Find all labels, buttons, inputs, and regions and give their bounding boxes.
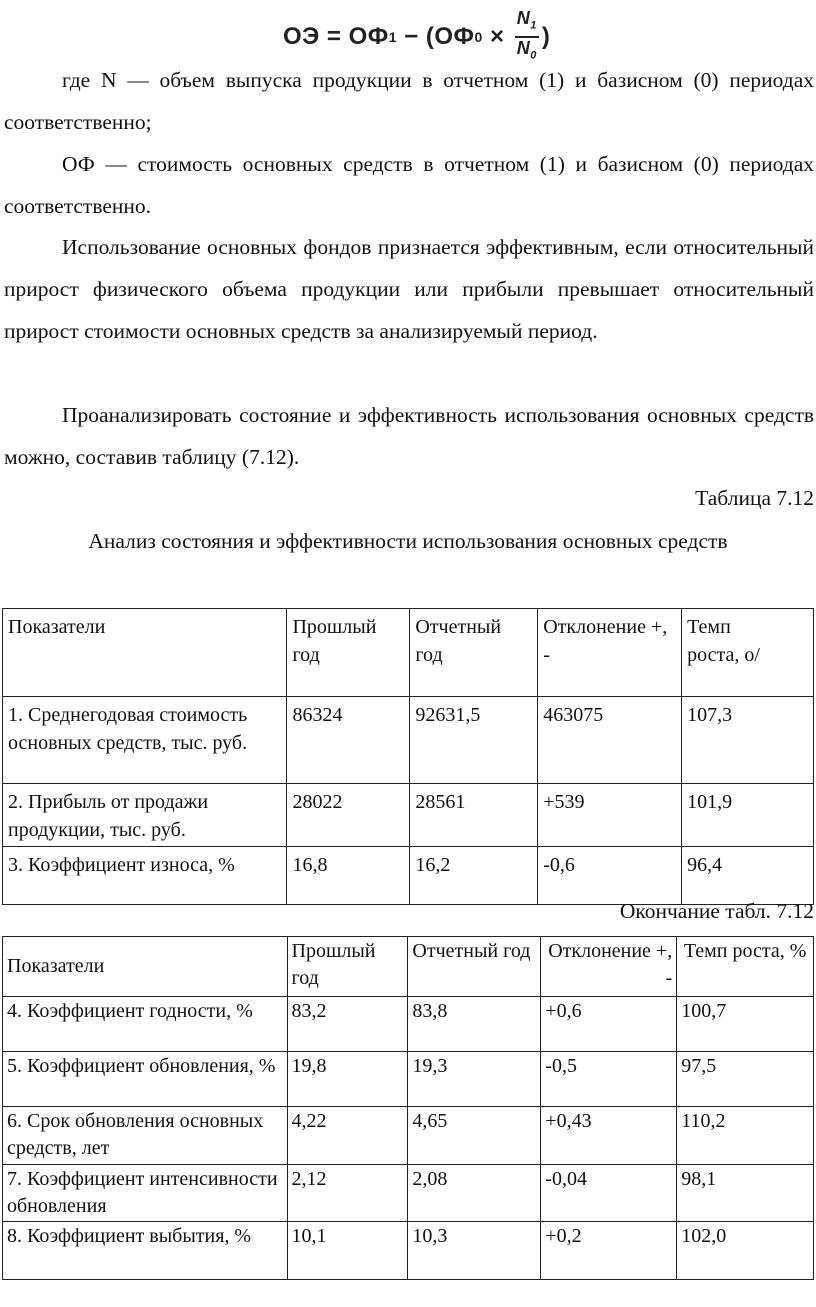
header-cell: Отчетный год [410, 609, 538, 697]
header-cell: Показатели [3, 937, 288, 997]
table-cell: 83,2 [287, 997, 408, 1052]
formula-fraction [515, 8, 539, 65]
table-cell: -0,04 [541, 1165, 677, 1222]
table-cell: 2,12 [287, 1165, 408, 1222]
analysis-table [2, 608, 814, 905]
formula-times: × [482, 22, 512, 50]
table-cell: 98,1 [677, 1165, 814, 1222]
table-cell: -0,6 [538, 847, 682, 905]
header-cell: Прошлый год [287, 937, 408, 997]
table-label: Таблица 7.12 [695, 486, 814, 510]
table-cell: +0,2 [541, 1222, 677, 1280]
table-title: Анализ состояния и эффективности использования основных средств [88, 529, 728, 553]
table-cell: 100,7 [677, 997, 814, 1052]
header-cell: Отклонение +, - [538, 609, 682, 697]
table-cell: 10,1 [287, 1222, 408, 1280]
numerator-sub: 1 [530, 19, 537, 32]
table-row [3, 1107, 814, 1165]
table-row [3, 1222, 814, 1280]
table-cell: 83,8 [408, 997, 541, 1052]
formula-lhs-sub: 1 [388, 28, 398, 45]
table-cell: 1. Среднегодовая стоимость основных средств, тыс. руб. [3, 697, 287, 784]
formula-close: ) [541, 22, 551, 50]
table-cell: 110,2 [677, 1107, 814, 1165]
header-cell: Прошлый год [287, 609, 410, 697]
table-row [3, 1165, 814, 1222]
paragraph-efficiency: Использование основных фондов признается эффективным, если относительный прирост физического объема продукции или прибыли превышает относительный прирост стоимости основных средств за анализируемый период. [4, 235, 814, 343]
continuation-table [2, 936, 814, 1280]
table-header-row [3, 937, 814, 997]
table-cell: 92631,5 [410, 697, 538, 784]
table-cell: +0,6 [541, 997, 677, 1052]
formula-mid: − (ОФ [397, 22, 475, 50]
table-cell: 97,5 [677, 1052, 814, 1107]
table-cell: 86324 [287, 697, 410, 784]
table-cell: 16,8 [287, 847, 410, 905]
header-cell: Показатели [3, 609, 287, 697]
table-row [3, 697, 814, 784]
table-cell: 102,0 [677, 1222, 814, 1280]
formula-lhs: ОЭ = ОФ [283, 22, 389, 50]
fraction-denominator: N [516, 37, 531, 58]
table-cell: 4,65 [408, 1107, 541, 1165]
header-cell: Отклонение +, - [541, 937, 677, 997]
table-row [3, 997, 814, 1052]
table-cell: 101,9 [682, 784, 814, 847]
table-cell: 7. Коэффициент интенсивности обновления [3, 1165, 288, 1222]
formula-mid-sub: 0 [474, 28, 483, 45]
paragraph-n-definition: где N — объем выпуска продукции в отчетном (1) и базисном (0) периодах соответственно; [4, 68, 814, 134]
table-cell: 6. Срок обновления основных средств, лет [3, 1107, 288, 1165]
table-cell: 463075 [538, 697, 682, 784]
table-cell: 8. Коэффициент выбытия, % [3, 1222, 288, 1280]
table-cell: 4. Коэффициент годности, % [3, 997, 288, 1052]
table-cell: 96,4 [682, 847, 814, 905]
table-cell: 4,22 [287, 1107, 408, 1165]
paragraph-analysis: Проанализировать состояние и эффективность использования основных средств можно, составив таблицу (7.12). [4, 403, 814, 469]
fraction-numerator: N [516, 8, 531, 28]
table-row [3, 784, 814, 847]
formula [283, 8, 550, 65]
denominator-sub: 0 [530, 49, 537, 62]
table-cell: -0,5 [541, 1052, 677, 1107]
table-cell: 16,2 [410, 847, 538, 905]
header-cell: Отчетный год [408, 937, 541, 997]
table-row [3, 847, 814, 905]
table-cell: 28022 [287, 784, 410, 847]
table-cell: +0,43 [541, 1107, 677, 1165]
continuation-label: Окончание табл. 7.12 [619, 899, 814, 923]
table-cell: 10,3 [408, 1222, 541, 1280]
table-header-row [3, 609, 814, 697]
table-cell: 19,8 [287, 1052, 408, 1107]
table-row [3, 1052, 814, 1107]
paragraph-of-definition: ОФ — стоимость основных средств в отчетном (1) и базисном (0) периодах соответственно. [4, 152, 814, 218]
table-cell: 2. Прибыль от продажи продукции, тыс. руб. [3, 784, 287, 847]
table-cell: 2,08 [408, 1165, 541, 1222]
header-cell: Темп роста, % [677, 937, 814, 997]
header-cell: Темп роста, о/ [682, 609, 814, 697]
table-cell: 19,3 [408, 1052, 541, 1107]
table-cell: 28561 [410, 784, 538, 847]
table-cell: +539 [538, 784, 682, 847]
table-cell: 107,3 [682, 697, 814, 784]
table-cell: 3. Коэффициент износа, % [3, 847, 287, 905]
table-cell: 5. Коэффициент обновления, % [3, 1052, 288, 1107]
